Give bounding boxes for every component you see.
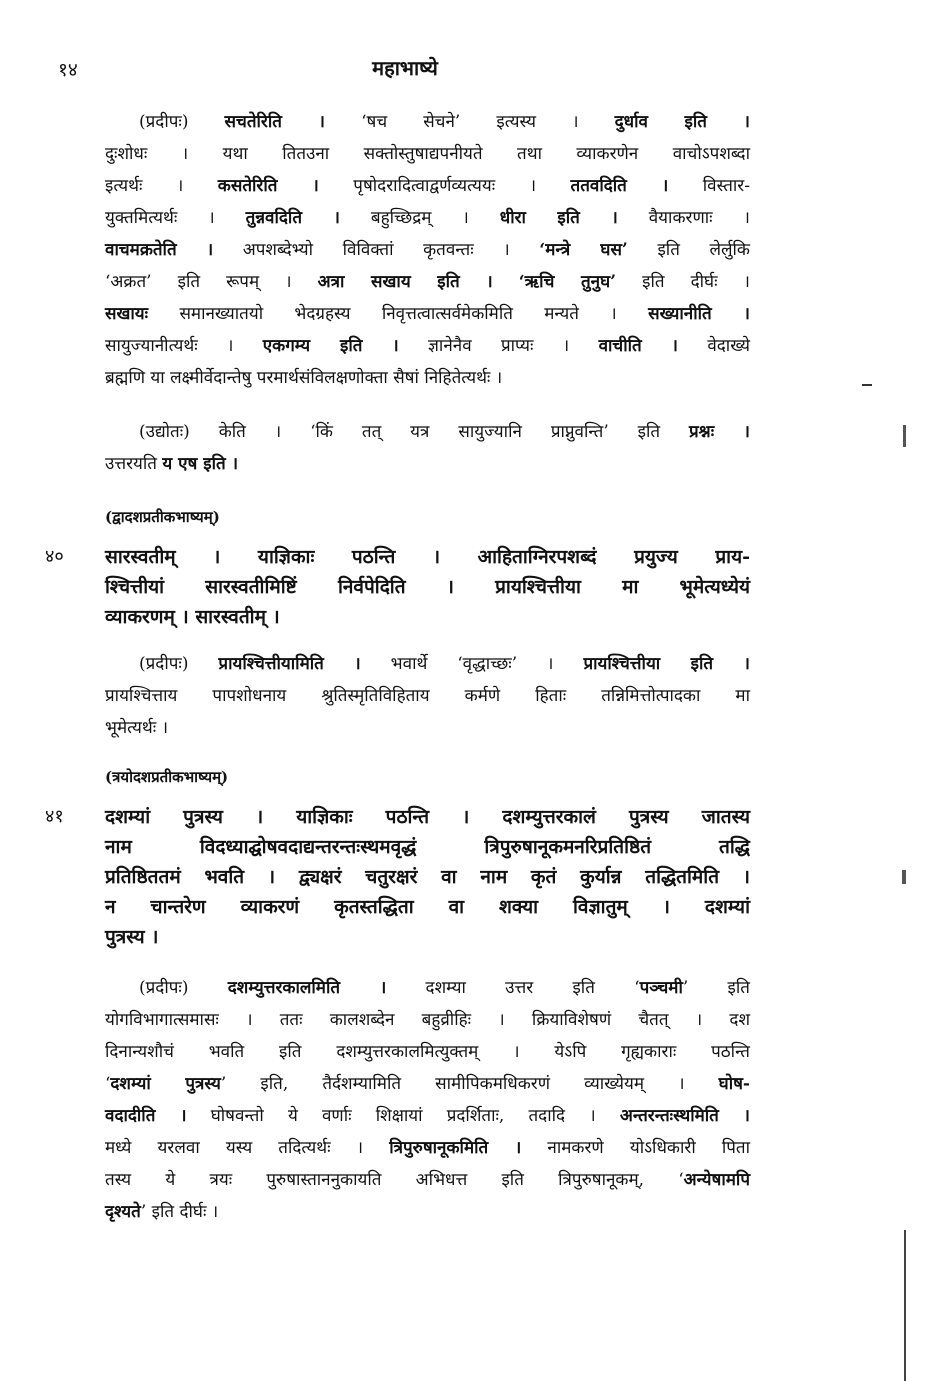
text-segment: भवार्थे ‘वृद्धाच्छः’ । [360,654,584,674]
bold-lemma: घोष- [718,1074,750,1094]
bold-lemma: प्रतिष्ठिततमं भवति । द्व्यक्षरं चतुरक्षरं वा नाम कृतं कुर्यान्न तद्धितमिति । [105,866,750,888]
running-title: महाभाष्ये [372,56,438,80]
bold-lemma: सचतेरिति । [224,112,326,132]
scan-mark [902,870,906,884]
bold-lemma: अन्तरन्तःस्थमिति । [619,1106,750,1126]
text-line [105,1164,750,1196]
text-line [105,106,750,138]
text-segment: (प्रदीपः) [139,112,225,132]
bold-lemma: सख्यानीति । [648,304,750,324]
text-segment: (उद्योतः) केति । ‘किं तत् यत्र सायुज्यानि प्राप्नुवन्ति’ इति [139,422,689,442]
text-segment: ज्ञानेनैव प्राप्यः । [398,336,599,356]
text-segment: ‘अक्रत’ इति रूपम् । [105,272,318,292]
text-segment: दशम्या उत्तर इति ‘ [386,978,640,998]
text-line [105,680,750,712]
bold-lemma: तुन्नवदिति । [245,208,340,228]
text-segment: (प्रदीपः) [139,654,219,674]
text-line [105,1068,750,1100]
commentary-paragraph [105,106,750,394]
bold-lemma: एकगम्य इति । [262,336,399,356]
text-segment: दिनान्यशौचं भवति इति दशम्युत्तरकालमित्युक्तम् । येऽपि गृह्यकाराः पठन्ति [105,1042,750,1062]
bold-lemma: दशम्युत्तरकालमिति । [227,978,387,998]
bold-lemma: दशम्यां पुत्रस्य । याज्ञिकाः पठन्ति । दशम्युत्तरकालं पुत्रस्य जातस्य [105,806,750,828]
text-segment: समानख्यातयो भेदग्रहस्य निवृत्तत्वात्सर्वमेकमिति मन्यते । [148,304,649,324]
text-segment: नामकरणे योऽधिकारी पिता [521,1138,750,1158]
text-line [105,362,750,394]
text-segment: मध्ये यरलवा यस्य तदित्यर्थः । [105,1138,390,1158]
bold-lemma: पञ्चमी [639,978,683,998]
text-segment [493,272,519,292]
text-segment: इति दीर्घः । [616,272,750,292]
text-line [105,572,750,602]
page-number: १४ [58,59,78,81]
text-segment: वैयाकरणाः । [617,208,750,228]
text-segment: प्रायश्चित्ताय पापशोधनाय श्रुतिस्मृतिविहिताय कर्मणे हिताः तन्निमित्तोत्पादका मा [105,686,750,706]
section-heading: (द्वादशप्रतीकभाष्यम्) [105,508,220,526]
commentary-paragraph [105,648,750,744]
text-line [105,862,750,892]
commentary-paragraph [105,972,750,1228]
passage-number: ४० [45,546,64,567]
text-line [105,922,750,952]
text-line [105,542,750,572]
text-segment: इत्यर्थः । [105,176,218,196]
bold-lemma: ‘ऋचि तुनुघ’ [518,272,617,292]
bold-lemma: वाचमक्रतेति । [105,240,214,260]
text-line [105,298,750,330]
text-line [105,1196,750,1228]
text-line [105,234,750,266]
text-line [105,202,750,234]
bold-lemma: दृश्यते [105,1202,141,1222]
text-line [105,1132,750,1164]
text-segment: तस्य ये त्रयः पुरुषास्ताननुकायति अभिधत्त इति त्रिपुरुषानूकम्, ‘ [105,1170,684,1190]
bold-lemma: त्रिपुरुषानूकमिति । [389,1138,522,1158]
bold-lemma: धीरा इति । [499,208,618,228]
text-segment: योगविभागात्समासः । ततः कालशब्देन बहुव्रीहिः । क्रियाविशेषणं चैतत् । दश [105,1010,750,1030]
bold-lemma: श्चित्तीयां सारस्वतीमिष्टिं निर्वपेदिति । प्रायश्चित्तीया मा भूमेत्यध्येयं [105,576,750,598]
passage-number: ४१ [45,806,64,827]
bold-lemma: सारस्वतीम् । याज्ञिकाः पठन्ति । आहिताग्निरपशब्दं प्रयुज्य प्राय- [105,546,750,568]
text-line [105,1100,750,1132]
commentary-paragraph [105,416,750,480]
text-segment: वेदाख्ये [678,336,751,356]
text-line [105,648,750,680]
text-line [105,138,750,170]
text-segment: ’ इति [682,978,750,998]
text-segment: विस्तार- [668,176,750,196]
text-segment: इति लेर्लुकि [627,240,750,260]
bhashya-passage [45,802,750,952]
bold-lemma: अन्येषामपि [683,1170,750,1190]
page-body [45,106,751,1228]
text-line [105,972,750,1004]
bold-lemma: प्रायश्चित्तीयामिति । [218,654,361,674]
bold-lemma: य एष इति । [162,454,239,474]
bold-lemma: प्रायश्चित्तीया इति । [583,654,750,674]
bold-lemma: ‘मन्त्रे घस’ [539,240,628,260]
text-segment: दुःशोधः । यथा तितउना सक्तोस्तुषाद्यपनीयते तथा व्याकरणेन वाचोऽपशब्दा [105,144,750,164]
text-line [105,1004,750,1036]
bold-lemma: अत्रा सखाय इति । [317,272,493,292]
bold-lemma: वाचीति । [598,336,678,356]
scan-edge-line [904,1230,906,1381]
text-segment: ’ इति दीर्घः । [140,1202,219,1222]
bold-lemma: दशम्यां पुत्रस्य [110,1074,221,1094]
text-segment: युक्तमित्यर्थः । [105,208,246,228]
text-segment: पृषोदरादित्वाद्वर्णव्यत्ययः । [318,176,571,196]
text-segment: घोषवन्तो ये वर्णाः शिक्षायां प्रदर्शिताः, तदादि । [186,1106,620,1126]
text-segment: उत्तरयति [105,454,163,474]
text-line [105,712,750,744]
section-heading: (त्रयोदशप्रतीकभाष्यम्) [105,768,229,786]
text-segment: सायुज्यानीत्यर्थः । [105,336,263,356]
bold-lemma: दुर्धाव इति । [614,112,750,132]
text-segment: बहुच्छिद्रम् । [339,208,500,228]
text-segment: ‘ [105,1074,111,1094]
bold-lemma: कसतेरिति । [217,176,319,196]
bold-lemma: न चान्तरेण व्याकरणं कृतस्तद्धिता वा शक्या विज्ञातुम् । दशम्यां [105,896,750,918]
text-line [105,802,750,832]
text-line [105,416,750,448]
text-segment: ब्रह्मणि या लक्ष्मीर्वेदान्तेषु परमार्थसंविलक्षणोक्ता सैषां निहितेत्यर्थः । [105,368,503,388]
bold-lemma: सखायः [105,304,149,324]
text-segment: ’ इति, तैर्दशम्यामिति सामीपिकमधिकरणं व्याख्येयम् । [220,1074,719,1094]
bhashya-passage [45,542,750,632]
text-line [105,170,750,202]
text-line [105,1036,750,1068]
text-line [105,330,750,362]
text-segment: ‘षच सेचने’ इत्यस्य । [325,112,615,132]
scan-mark [862,384,872,386]
text-line [105,266,750,298]
bold-lemma: व्याकरणम् । सारस्वतीम् । [105,606,280,628]
text-segment: (प्रदीपः) [139,978,228,998]
bold-lemma: पुत्रस्य । [105,926,159,948]
bold-lemma: नाम विदध्याद्घोषवदाद्यन्तरन्तःस्थमवृद्धं त्रिपुरुषानूकमनरिप्रतिष्ठितं तद्धि [105,836,750,858]
text-line [105,892,750,922]
text-segment: अपशब्देभ्यो विविक्तां कृतवन्तः । [213,240,540,260]
text-line [105,602,750,632]
scan-mark [903,425,906,447]
bold-lemma: ततवदिति । [570,176,669,196]
bold-lemma: प्रश्नः । [689,422,750,442]
text-line [105,448,750,480]
text-segment: भूमेत्यर्थः । [105,718,169,738]
bold-lemma: वदादीति । [105,1106,187,1126]
text-line [105,832,750,862]
